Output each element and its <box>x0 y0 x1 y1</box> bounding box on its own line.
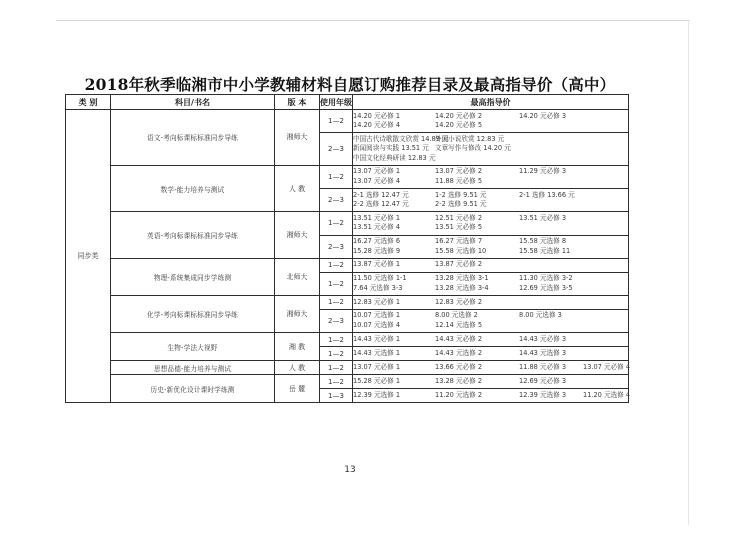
price-item: 16.27 元选修 7 <box>435 237 483 246</box>
price-item: 13.87 元必修 1 <box>353 260 401 269</box>
price-item: 15.58 元选修 8 <box>519 237 567 246</box>
page-number: 13 <box>344 465 356 475</box>
price-item: 11.88 元必修 5 <box>435 177 483 186</box>
scan-top-edge <box>56 20 690 21</box>
price-line <box>353 247 628 257</box>
price-item: 12.39 元选修 3 <box>519 390 567 399</box>
price-cell <box>353 361 629 375</box>
price-line <box>353 223 628 233</box>
price-line <box>353 112 628 122</box>
price-item: 15.28 元必修 1 <box>353 376 401 385</box>
price-item: 13.28 元选修 3-1 <box>435 274 489 283</box>
price-line <box>353 154 628 164</box>
table-body <box>66 110 629 403</box>
price-item: 外国小说欣赏 12.83 元 <box>435 134 505 143</box>
subject-cell: 思想品德-能力培养与测试 <box>111 361 275 375</box>
price-cell <box>353 189 629 212</box>
subject-cell: 语文-考向标课标标准同步导练 <box>111 110 275 166</box>
category-cell: 同步类 <box>66 110 111 403</box>
table-row <box>66 258 629 272</box>
table-row <box>66 165 629 188</box>
price-item: 2-1 选修 12.47 元 <box>353 190 409 199</box>
price-item: 15.28 元选修 9 <box>353 246 401 255</box>
price-item: 8.00 元选修 2 <box>435 311 478 320</box>
subject-cell: 数学-能力培养与测试 <box>111 165 275 211</box>
price-item: 2-1 选修 13.66 元 <box>519 190 575 199</box>
price-item: 新闻阅读与实践 13.51 元 <box>353 144 429 153</box>
price-line <box>353 349 628 359</box>
price-item: 13.51 元必修 5 <box>435 223 483 232</box>
price-cell <box>353 389 629 403</box>
header-category: 类 别 <box>66 95 111 110</box>
price-line <box>353 362 631 373</box>
price-cell <box>353 235 629 258</box>
price-item: 10.07 元选修 4 <box>353 321 401 330</box>
price-table <box>65 94 629 403</box>
version-cell: 湘师大 <box>275 212 320 258</box>
price-line <box>353 237 628 247</box>
version-cell: 岳 麓 <box>275 375 320 403</box>
price-item: 中国古代诗歌散文欣赏 14.89 元 <box>353 134 449 143</box>
price-cell <box>353 258 629 272</box>
price-item: 13.07 元必修 4 <box>583 362 631 371</box>
header-subject: 科目/书名 <box>111 95 275 110</box>
price-item: 15.58 元选修 11 <box>519 246 571 255</box>
price-line <box>353 200 628 210</box>
table-row <box>66 110 629 133</box>
price-item: 14.20 元必修 3 <box>519 111 567 120</box>
price-item: 14.20 元必修 1 <box>353 111 401 120</box>
price-item: 7.64 元选修 3-3 <box>353 283 403 292</box>
table-row <box>66 333 629 347</box>
price-line <box>353 144 628 154</box>
subject-cell: 历史-新优化设计课时学练测 <box>111 375 275 403</box>
price-line <box>353 214 628 224</box>
price-item: 12.39 元选修 1 <box>353 390 401 399</box>
grade-cell: 1—2 <box>320 258 353 272</box>
price-item: 14.43 元选修 1 <box>353 348 401 357</box>
price-item: 13.51 元必修 1 <box>353 213 401 222</box>
page-title: 2018年秋季临湘市中小学教辅材料自愿订购推荐目录及最高指导价（高中） <box>84 75 616 94</box>
price-line <box>353 377 628 387</box>
header-grade: 使用年级 <box>320 95 353 110</box>
price-cell <box>353 333 629 347</box>
price-item: 13.51 元必修 3 <box>519 213 567 222</box>
price-line <box>353 177 628 187</box>
grade-cell: 2—3 <box>320 235 353 258</box>
price-line <box>353 335 628 345</box>
price-cell <box>353 110 629 133</box>
price-line <box>353 321 628 331</box>
price-item: 16.27 元选修 6 <box>353 237 401 246</box>
price-cell <box>353 347 629 361</box>
price-cell <box>353 295 629 309</box>
price-item: 12.51 元必修 2 <box>435 213 483 222</box>
price-line <box>353 390 631 401</box>
price-line <box>353 167 628 177</box>
table-row <box>66 375 629 389</box>
price-item: 14.20 元必修 4 <box>353 121 401 130</box>
price-cell <box>353 309 629 332</box>
table-header-row <box>66 95 629 110</box>
table-row <box>66 212 629 235</box>
version-cell: 人 教 <box>275 165 320 211</box>
header-version: 版 本 <box>275 95 320 110</box>
subject-cell: 物理-系统集成同步学练测 <box>111 258 275 295</box>
price-cell <box>353 133 629 166</box>
price-item: 14.43 元必修 2 <box>435 334 483 343</box>
price-item: 12.14 元选修 5 <box>435 321 483 330</box>
price-item: 13.07 元必修 2 <box>435 167 483 176</box>
price-line <box>353 260 628 270</box>
price-item: 13.28 元选修 3-4 <box>435 283 489 292</box>
price-item: 13.51 元必修 4 <box>353 223 401 232</box>
price-line <box>353 274 628 284</box>
price-item: 1-2 选修 9.51 元 <box>435 190 487 199</box>
table-row <box>66 295 629 309</box>
grade-cell: 2—3 <box>320 189 353 212</box>
price-line <box>353 311 628 321</box>
subject-cell: 生物-学法大视野 <box>111 333 275 361</box>
price-line <box>353 135 628 145</box>
price-item: 13.07 元必修 1 <box>353 362 401 371</box>
price-item: 12.69 元必修 3 <box>519 376 567 385</box>
price-item: 14.43 元必修 1 <box>353 334 401 343</box>
price-item: 14.43 元选修 3 <box>519 348 567 357</box>
price-cell <box>353 212 629 235</box>
price-item: 中国文化经典研读 12.83 元 <box>353 153 436 162</box>
price-item: 11.88 元必修 3 <box>519 362 567 371</box>
price-item: 13.66 元必修 2 <box>435 362 483 371</box>
price-line <box>353 191 628 201</box>
version-cell: 人 教 <box>275 361 320 375</box>
price-item: 12.69 元选修 3-5 <box>519 283 573 292</box>
price-item: 12.83 元必修 2 <box>435 297 483 306</box>
price-item: 13.87 元必修 2 <box>435 260 483 269</box>
price-item: 13.28 元必修 2 <box>435 376 483 385</box>
grade-cell: 1—2 <box>320 272 353 295</box>
scan-right-edge <box>688 20 689 525</box>
price-item: 11.50 元选修 1-1 <box>353 274 407 283</box>
price-item: 15.58 元选修 10 <box>435 246 487 255</box>
grade-cell: 1—2 <box>320 333 353 347</box>
price-item: 13.07 元必修 4 <box>353 177 401 186</box>
grade-cell: 1—2 <box>320 361 353 375</box>
grade-cell: 1—2 <box>320 295 353 309</box>
version-cell: 湘 教 <box>275 333 320 361</box>
grade-cell: 1—2 <box>320 375 353 389</box>
price-cell <box>353 165 629 188</box>
grade-cell: 1—2 <box>320 165 353 188</box>
price-item: 10.07 元选修 1 <box>353 311 401 320</box>
price-item: 14.43 元必修 3 <box>519 334 567 343</box>
version-cell: 湘师大 <box>275 295 320 332</box>
price-line <box>353 284 628 294</box>
price-item: 14.20 元必修 5 <box>435 121 483 130</box>
subject-cell: 英语-考向标课标标准同步导练 <box>111 212 275 258</box>
grade-cell: 1—2 <box>320 347 353 361</box>
price-item: 2-2 选修 9.51 元 <box>435 200 487 209</box>
price-cell <box>353 375 629 389</box>
price-item: 13.07 元必修 1 <box>353 167 401 176</box>
grade-cell: 1—3 <box>320 389 353 403</box>
price-item: 11.20 元选修 4 <box>583 390 631 399</box>
table-row <box>66 361 629 375</box>
subject-cell: 化学-考向标课标标准同步导练 <box>111 295 275 332</box>
price-item: 11.20 元选修 2 <box>435 390 483 399</box>
price-item: 2-2 选修 12.47 元 <box>353 200 409 209</box>
header-max-price: 最高指导价 <box>353 95 629 110</box>
price-item: 11.29 元必修 3 <box>519 167 567 176</box>
grade-cell: 1—2 <box>320 110 353 133</box>
price-item: 文章写作与修改 14.20 元 <box>435 144 511 153</box>
price-item: 11.30 元选修 3-2 <box>519 274 573 283</box>
grade-cell: 2—3 <box>320 133 353 166</box>
price-item: 14.20 元必修 2 <box>435 111 483 120</box>
price-item: 12.83 元必修 1 <box>353 297 401 306</box>
grade-cell: 2—3 <box>320 309 353 332</box>
price-item: 8.00 元选修 3 <box>519 311 562 320</box>
price-line <box>353 298 628 308</box>
price-line <box>353 121 628 131</box>
grade-cell: 1—2 <box>320 212 353 235</box>
version-cell: 湘师大 <box>275 110 320 166</box>
price-cell <box>353 272 629 295</box>
version-cell: 北师大 <box>275 258 320 295</box>
price-item: 14.43 元选修 2 <box>435 348 483 357</box>
